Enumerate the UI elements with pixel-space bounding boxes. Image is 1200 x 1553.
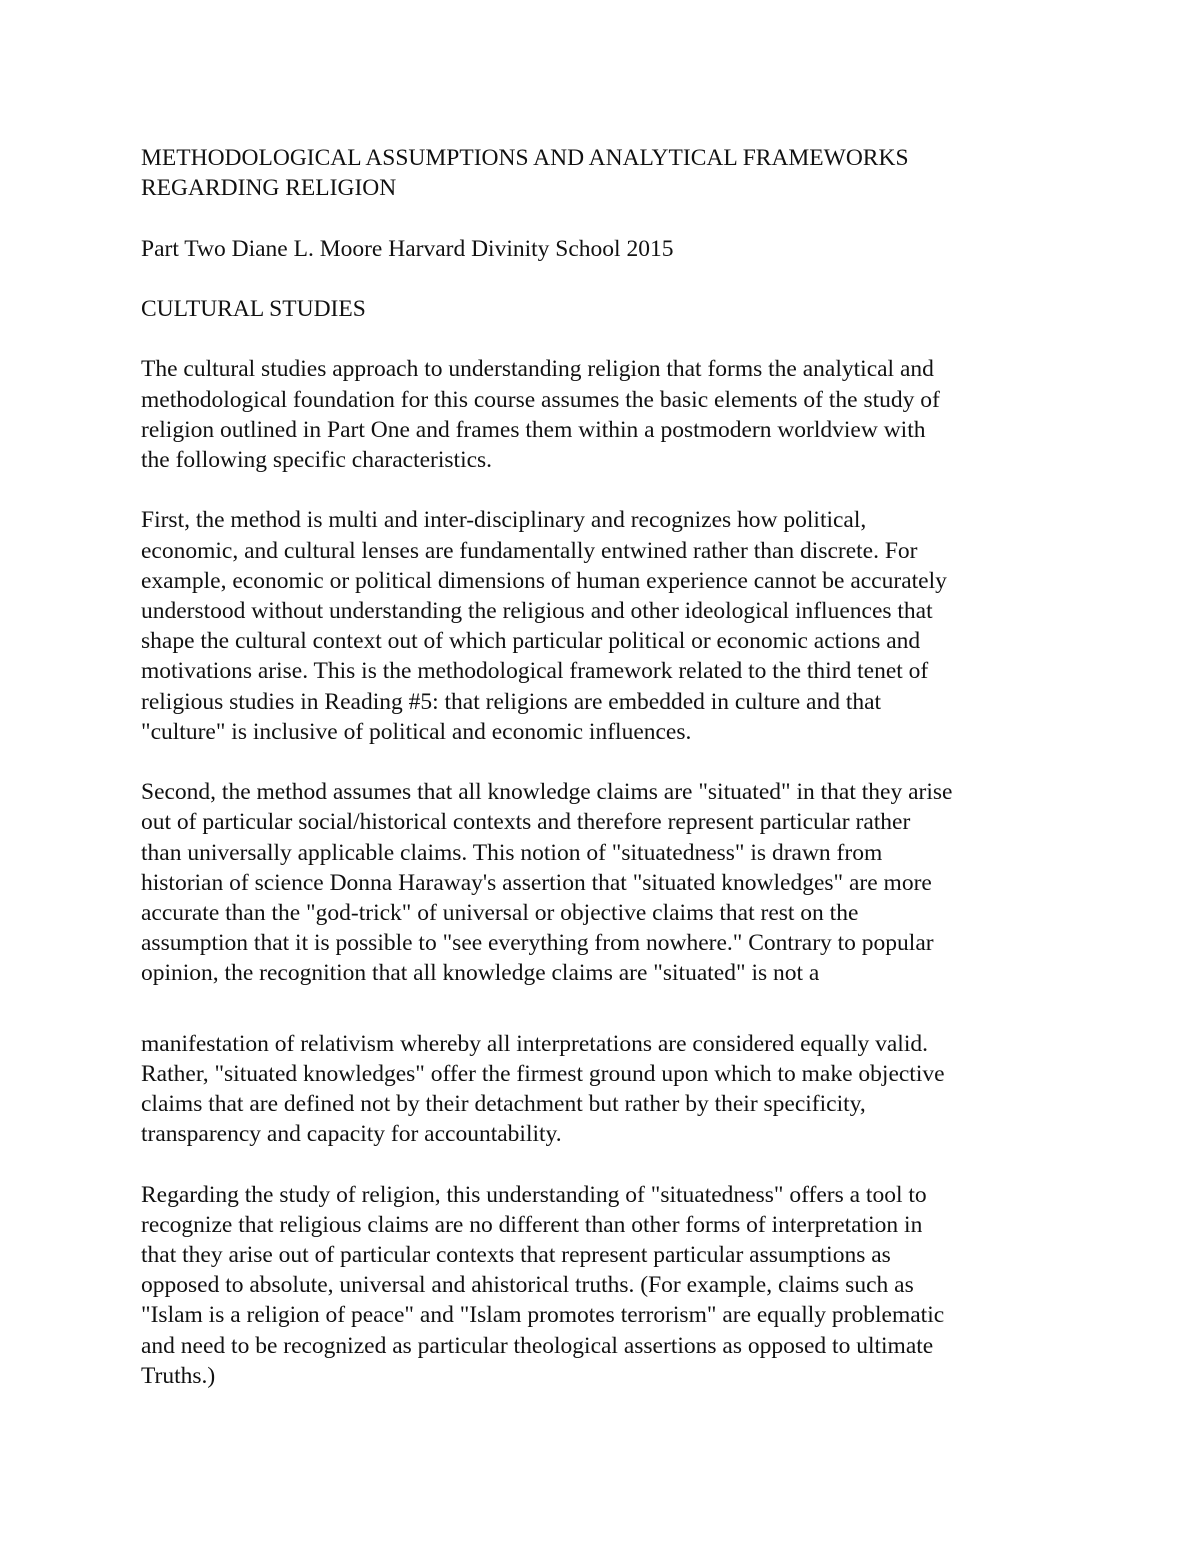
title-line: REGARDING RELIGION	[141, 175, 397, 202]
paragraph-line: accurate than the "god-trick" of universal or objective claims that rest on the	[141, 900, 859, 926]
byline	[141, 234, 1061, 264]
spacer	[141, 324, 1061, 354]
title-line: METHODOLOGICAL ASSUMPTIONS AND ANALYTICAL FRAMEWORKS	[141, 145, 909, 171]
paragraph-line: The cultural studies approach to understanding religion that forms the analytical and	[141, 356, 934, 383]
section-heading-text: CULTURAL STUDIES	[141, 295, 366, 322]
spacer	[141, 1149, 1061, 1179]
byline-text: Part Two Diane L. Moore Harvard Divinity School 2015	[141, 235, 674, 262]
paragraph-line: transparency and capacity for accountability.	[141, 1121, 562, 1148]
paragraph-line: religion outlined in Part One and frames them within a postmodern worldview with	[141, 416, 926, 443]
paragraph-line: understood without understanding the religious and other ideological influences that	[141, 597, 933, 624]
paragraph-line: example, economic or political dimensions of human experience cannot be accurately	[141, 567, 947, 594]
paragraph-line: economic, and cultural lenses are fundamentally entwined rather than discrete. For	[141, 537, 918, 564]
paragraph-line: historian of science Donna Haraway's assertion that "situated knowledges" are more	[141, 869, 932, 896]
spacer	[141, 475, 1061, 505]
paragraph-first	[141, 505, 1061, 747]
paragraph-second	[141, 777, 1061, 988]
paragraph-line: opinion, the recognition that all knowledge claims are "situated" is not a	[141, 960, 820, 987]
paragraph-line: claims that are defined not by their detachment but rather by their specificity,	[141, 1091, 866, 1118]
spacer	[141, 747, 1061, 777]
paragraph-continuation	[141, 1029, 1061, 1150]
paragraph-line: religious studies in Reading #5: that religions are embedded in culture and that	[141, 688, 882, 715]
paragraph-line: than universally applicable claims. This notion of "situatedness" is drawn from	[141, 839, 883, 866]
paragraph-line: methodological foundation for this course assumes the basic elements of the study of	[141, 386, 940, 413]
spacer	[141, 989, 1061, 1029]
paragraph-line: Regarding the study of religion, this understanding of "situatedness" offers a tool to	[141, 1181, 927, 1208]
document-body	[141, 143, 1061, 1391]
paragraph-line: First, the method is multi and inter-disciplinary and recognizes how political,	[141, 507, 867, 534]
section-heading	[141, 294, 1061, 324]
paragraph-line: Second, the method assumes that all knowledge claims are "situated" in that they arise	[141, 779, 953, 806]
spacer	[141, 203, 1061, 233]
paragraph-line: shape the cultural context out of which particular political or economic actions and	[141, 628, 921, 655]
paragraph-line: that they arise out of particular contexts that represent particular assumptions as	[141, 1242, 891, 1269]
paragraph-line: assumption that it is possible to "see everything from nowhere." Contrary to popular	[141, 930, 934, 957]
paragraph-line: "Islam is a religion of peace" and "Islam promotes terrorism" are equally problematic	[141, 1302, 945, 1329]
paragraph-line: and need to be recognized as particular theological assertions as opposed to ultimate	[141, 1332, 934, 1359]
paragraph-line: "culture" is inclusive of political and economic influences.	[141, 718, 692, 745]
paragraph-line: opposed to absolute, universal and ahistorical truths. (For example, claims such as	[141, 1272, 914, 1299]
paragraph-line: motivations arise. This is the methodological framework related to the third tenet of	[141, 658, 929, 685]
spacer	[141, 264, 1061, 294]
paragraph-line: recognize that religious claims are no different than other forms of interpretation in	[141, 1211, 923, 1238]
paragraph-line: Truths.)	[141, 1362, 216, 1389]
paragraph-line: manifestation of relativism whereby all interpretations are considered equally valid.	[141, 1030, 928, 1057]
paragraph-religion-study	[141, 1180, 1061, 1391]
document-title	[141, 143, 1061, 203]
paragraph-line: out of particular social/historical contexts and therefore represent particular rather	[141, 809, 911, 836]
paragraph-intro	[141, 354, 1061, 475]
paragraph-line: the following specific characteristics.	[141, 446, 493, 473]
paragraph-line: Rather, "situated knowledges" offer the firmest ground upon which to make objective	[141, 1060, 945, 1087]
